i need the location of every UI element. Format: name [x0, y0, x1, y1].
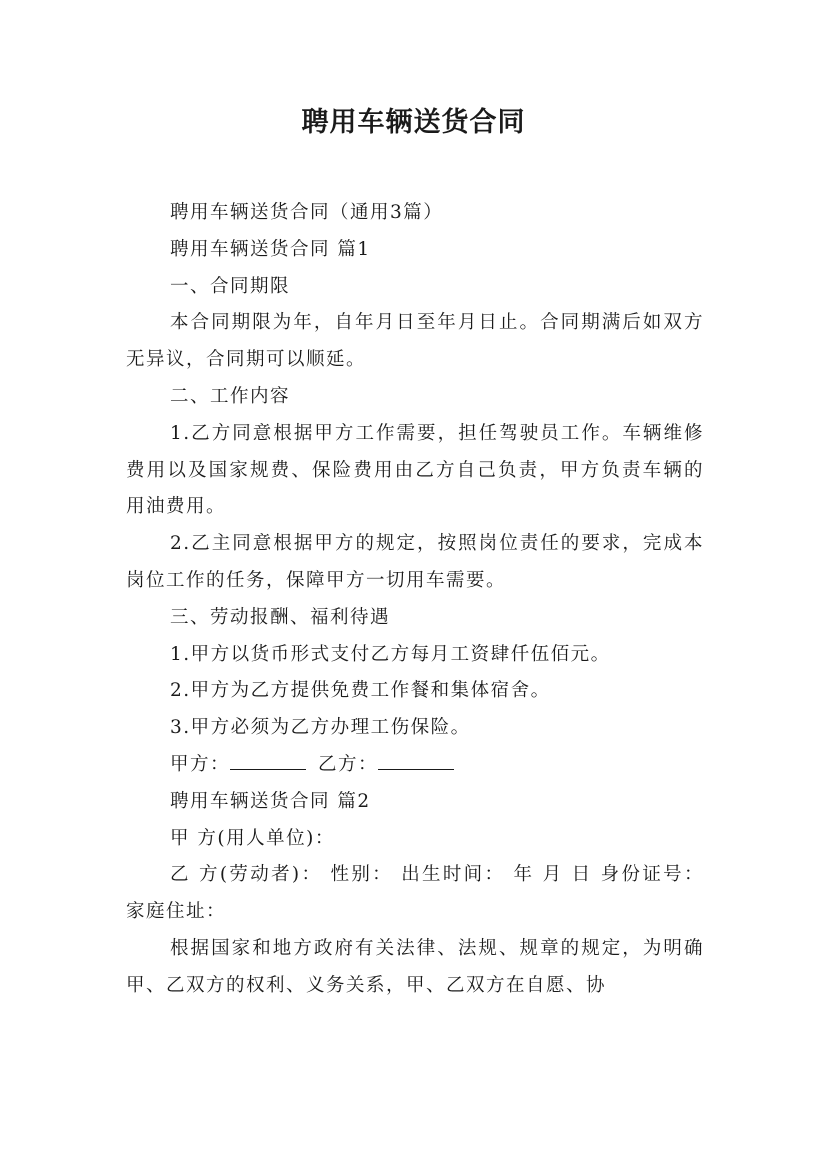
paragraph-part2-heading: 聘用车辆送货合同 篇2 — [170, 790, 371, 812]
party-a-label: 甲方： — [170, 753, 231, 775]
paragraph-pay-item-3: 3.甲方必须为乙方办理工伤保险。 — [170, 717, 471, 739]
paragraph-collection-title: 聘用车辆送货合同（通用3篇） — [170, 202, 444, 223]
paragraph-section-term: 一、合同期限 — [170, 275, 291, 297]
paragraph-work-item-2: 2.乙主同意根据甲方的规定，按照岗位责任的要求，完成本岗位工作的任务，保障甲方一切用车需要。 — [126, 533, 704, 591]
document-body — [126, 195, 704, 1005]
paragraph-section-work: 二、工作内容 — [170, 385, 291, 407]
paragraph-party-b-info: 乙 方(劳动者)： 性别： 出生时间： 年 月 日 身份证号： 家庭住址： — [126, 864, 704, 923]
paragraph-signature-line — [126, 747, 704, 784]
paragraph-preamble: 根据国家和地方政府有关法律、法规、规章的规定，为明确甲、乙双方的权利、义务关系，甲、乙双方在自愿、协 — [126, 937, 704, 996]
party-a-blank — [230, 751, 306, 770]
paragraph-term-content: 本合同期限为年，自年月日至年月日止。合同期满后如双方无异议，合同期可以顺延。 — [126, 312, 704, 371]
paragraph-work-item-1: 1.乙方同意根据甲方工作需要，担任驾驶员工作。车辆维修费用以及国家规费、保险费用由乙方自己负责，甲方负责车辆的用油费用。 — [126, 422, 704, 518]
paragraph-pay-item-2: 2.甲方为乙方提供免费工作餐和集体宿舍。 — [170, 680, 551, 702]
paragraph-part1-heading: 聘用车辆送货合同 篇1 — [170, 238, 371, 260]
party-b-label: 乙方： — [318, 753, 379, 775]
party-b-blank — [378, 751, 454, 770]
paragraph-pay-item-1: 1.甲方以货币形式支付乙方每月工资肆仟伍佰元。 — [170, 643, 611, 665]
paragraph-section-pay: 三、劳动报酬、福利待遇 — [170, 606, 391, 628]
paragraph-party-a-info: 甲 方(用人单位)： — [170, 827, 335, 849]
document-title: 聘用车辆送货合同 — [301, 107, 526, 138]
